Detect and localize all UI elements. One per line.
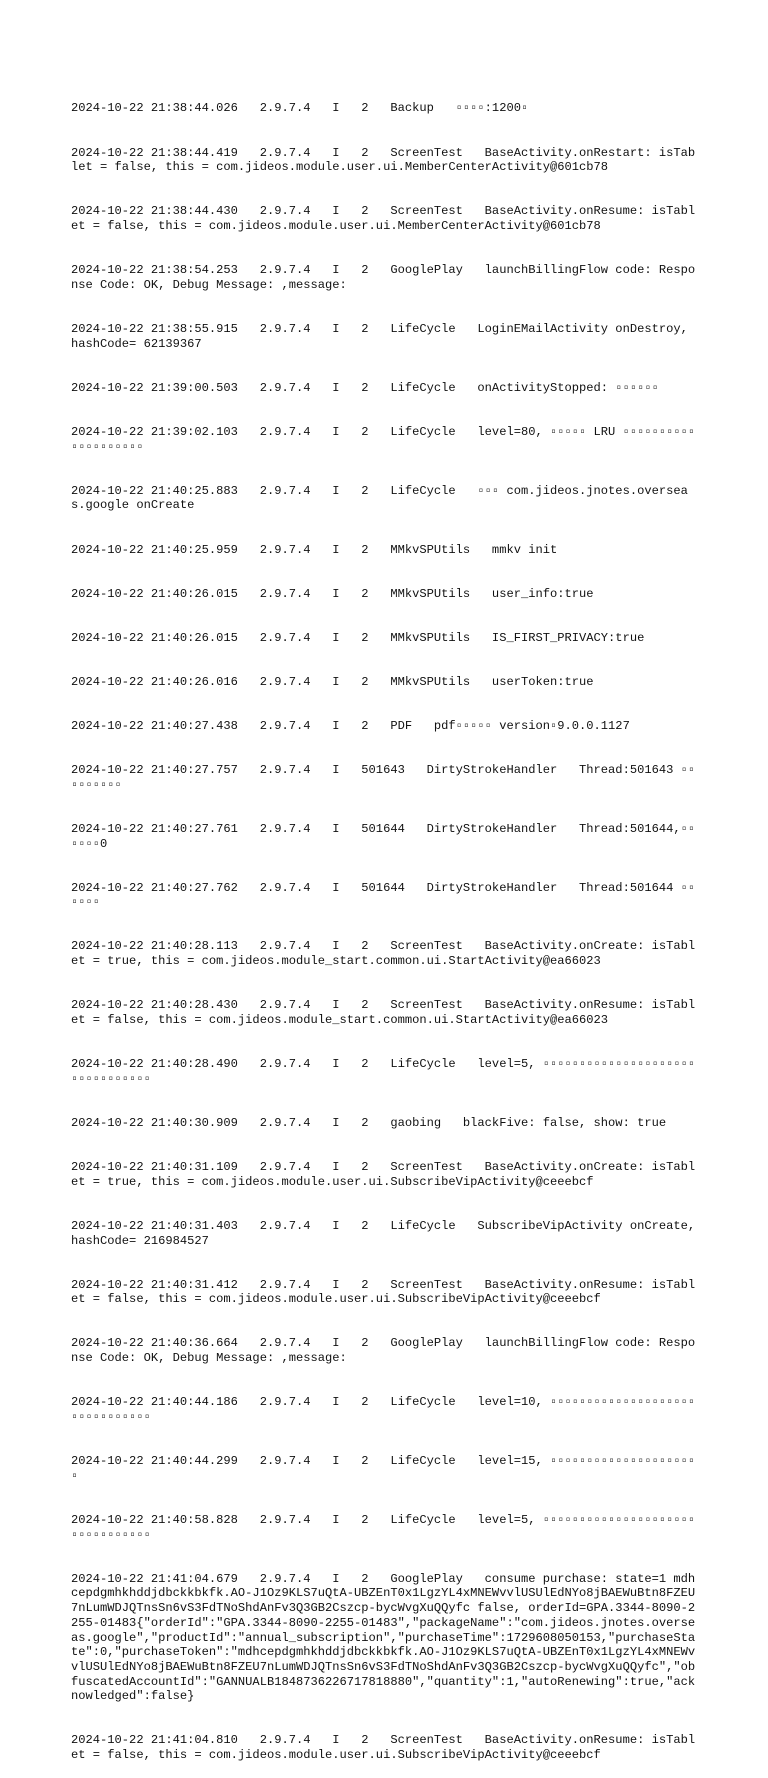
- log-entry: 2024-10-22 21:41:04.679 2.9.7.4 I 2 GooglePlay consume purchase: state=1 mdhcepdgmhkhddjdbckkbkfk.AO-J1Oz9KLS7uQtA-UBZEnT0x1LgzYL4xMNEWvvlUSUlEdNYo8jBAEWuBtn8FZEU7nLumWDJQTnsSn6vS3FdTNoShdAnFv3Q3GB2Cszcp-bycWvgXuQQyfc false, orderId=GPA.3344-8090-2255-01483{"orderId":"GPA.3344-8090-2255-01483","packageName":"com.jideos.jnotes.overseas.google","productId":"annual_subscription","purchaseTime":1729608050153,"purchaseState":0,"purchaseToken":"mdhcepdgmhkhddjdbckkbkfk.AO-J1Oz9KLS7uQtA-UBZEnT0x1LgzYL4xMNEWvvlUSUlEdNYo8jBAEWuBtn8FZEU7nLumWDJQTnsSn6vS3FdTNoShdAnFv3Q3GB2Cszcp-bycWvgXuQQyfc","obfuscatedAccountId":"GANNUALB1848736226717818880","quantity":1,"autoRenewing":true,"acknowledged":false}: [71, 1571, 696, 1704]
- log-entry: 2024-10-22 21:40:58.828 2.9.7.4 I 2 LifeCycle level=5, ▫▫▫▫▫▫▫▫▫▫▫▫▫▫▫▫▫▫▫▫▫▫▫▫▫▫▫▫▫▫▫▫: [71, 1512, 696, 1542]
- log-entry: 2024-10-22 21:38:55.915 2.9.7.4 I 2 LifeCycle LoginEMailActivity onDestroy, hashCode= 62139367: [71, 321, 696, 351]
- log-entry: 2024-10-22 21:40:26.016 2.9.7.4 I 2 MMkvSPUtils userToken:true: [71, 674, 594, 689]
- log-entry: 2024-10-22 21:40:26.015 2.9.7.4 I 2 MMkvSPUtils user_info:true: [71, 586, 594, 601]
- log-entry: 2024-10-22 21:40:25.959 2.9.7.4 I 2 MMkvSPUtils mmkv init: [71, 542, 558, 557]
- log-entry: 2024-10-22 21:40:44.186 2.9.7.4 I 2 LifeCycle level=10, ▫▫▫▫▫▫▫▫▫▫▫▫▫▫▫▫▫▫▫▫▫▫▫▫▫▫▫▫▫▫▫: [71, 1395, 696, 1424]
- log-entry: 2024-10-22 21:38:54.253 2.9.7.4 I 2 GooglePlay launchBillingFlow code: Response Code: OK, Debug Message: ,message:: [71, 263, 696, 292]
- log-entry: 2024-10-22 21:40:28.430 2.9.7.4 I 2 ScreenTest BaseActivity.onResume: isTablet = false, this = com.jideos.module_start.common.ui.StartActivity@ea66023: [71, 998, 696, 1027]
- log-entry: 2024-10-22 21:40:28.490 2.9.7.4 I 2 LifeCycle level=5, ▫▫▫▫▫▫▫▫▫▫▫▫▫▫▫▫▫▫▫▫▫▫▫▫▫▫▫▫▫▫▫▫: [71, 1057, 696, 1086]
- log-entry: 2024-10-22 21:39:02.103 2.9.7.4 I 2 LifeCycle level=80, ▫▫▫▫▫ LRU ▫▫▫▫▫▫▫▫▫▫▫▫▫▫▫▫▫▫▫▫: [71, 424, 696, 454]
- log-entry: 2024-10-22 21:39:00.503 2.9.7.4 I 2 LifeCycle onActivityStopped: ▫▫▫▫▫▫: [71, 380, 659, 395]
- log-entry: 2024-10-22 21:40:36.664 2.9.7.4 I 2 GooglePlay launchBillingFlow code: Response Code: OK, Debug Message: ,message:: [71, 1336, 696, 1366]
- log-entry: 2024-10-22 21:40:27.757 2.9.7.4 I 501643 DirtyStrokeHandler Thread:501643 ▫▫▫▫▫▫▫▫▫: [71, 763, 696, 792]
- log-entry: 2024-10-22 21:40:31.403 2.9.7.4 I 2 LifeCycle SubscribeVipActivity onCreate, hashCode= 216984527: [71, 1218, 703, 1248]
- log-entry: 2024-10-22 21:40:25.883 2.9.7.4 I 2 LifeCycle ▫▫▫ com.jideos.jnotes.overseas.google onCreate: [71, 483, 688, 513]
- log-entry: 2024-10-22 21:40:31.109 2.9.7.4 I 2 ScreenTest BaseActivity.onCreate: isTablet = true, this = com.jideos.module.user.ui.SubscribeVipActivity@ceeebcf: [71, 1160, 696, 1189]
- log-entry: 2024-10-22 21:40:27.762 2.9.7.4 I 501644 DirtyStrokeHandler Thread:501644 ▫▫▫▫▫▫: [71, 880, 696, 910]
- log-entry: 2024-10-22 21:40:27.438 2.9.7.4 I 2 PDF pdf▫▫▫▫▫ version▫9.0.0.1127: [71, 718, 630, 733]
- log-document: [71, 72, 701, 1778]
- log-entry: 2024-10-22 21:40:28.113 2.9.7.4 I 2 ScreenTest BaseActivity.onCreate: isTablet = true, this = com.jideos.module_start.common.ui.StartActivity@ea66023: [71, 939, 696, 969]
- log-entry: 2024-10-22 21:38:44.430 2.9.7.4 I 2 ScreenTest BaseActivity.onResume: isTablet = false, this = com.jideos.module.user.ui.MemberCenterActivity@601cb78: [71, 204, 696, 234]
- log-entry: 2024-10-22 21:38:44.419 2.9.7.4 I 2 ScreenTest BaseActivity.onRestart: isTablet = false, this = com.jideos.module.user.ui.MemberCenterActivity@601cb78: [71, 145, 696, 175]
- log-entry: 2024-10-22 21:38:44.026 2.9.7.4 I 2 Backup ▫▫▫▫:1200▫: [71, 101, 529, 116]
- log-entry: 2024-10-22 21:40:26.015 2.9.7.4 I 2 MMkvSPUtils IS_FIRST_PRIVACY:true: [71, 630, 645, 645]
- log-entry: 2024-10-22 21:40:44.299 2.9.7.4 I 2 LifeCycle level=15, ▫▫▫▫▫▫▫▫▫▫▫▫▫▫▫▫▫▫▫▫▫: [71, 1454, 696, 1483]
- log-entry: 2024-10-22 21:40:27.761 2.9.7.4 I 501644 DirtyStrokeHandler Thread:501644,▫▫▫▫▫▫0: [71, 821, 696, 851]
- log-entry: 2024-10-22 21:41:04.810 2.9.7.4 I 2 ScreenTest BaseActivity.onResume: isTablet = false, this = com.jideos.module.user.ui.SubscribeVipActivity@ceeebcf: [71, 1733, 696, 1763]
- log-entry: 2024-10-22 21:40:30.909 2.9.7.4 I 2 gaobing blackFive: false, show: true: [71, 1115, 667, 1130]
- log-entry: 2024-10-22 21:40:31.412 2.9.7.4 I 2 ScreenTest BaseActivity.onResume: isTablet = false, this = com.jideos.module.user.ui.SubscribeVipActivity@ceeebcf: [71, 1277, 696, 1307]
